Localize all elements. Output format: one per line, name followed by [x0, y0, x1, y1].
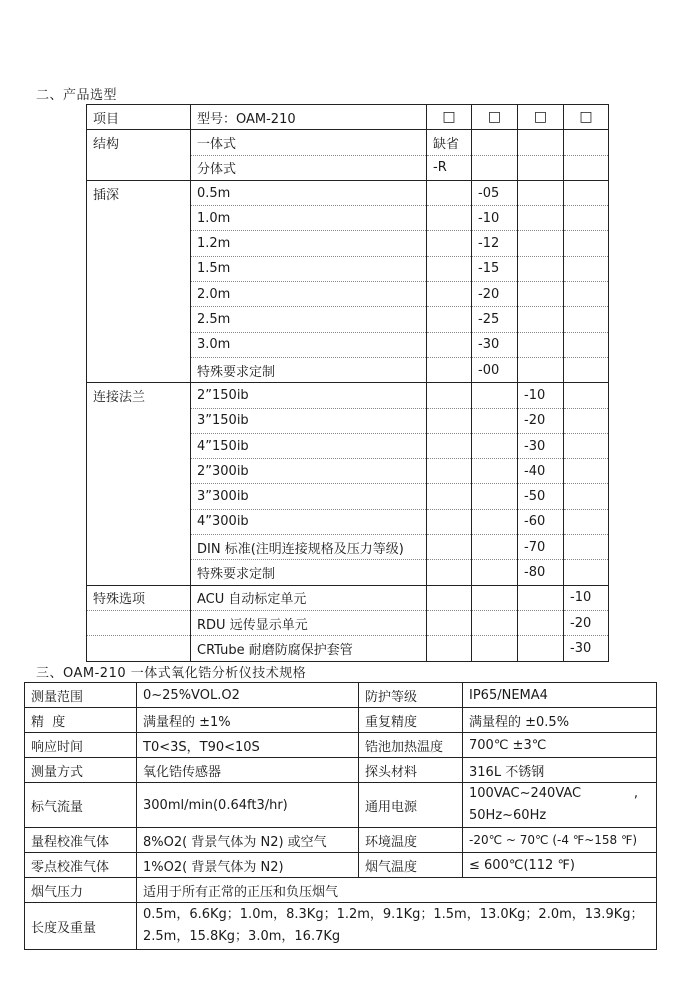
option-code: -30: [518, 433, 564, 458]
option-code: -30: [472, 332, 518, 357]
empty-cell: [564, 509, 609, 534]
empty-cell: [564, 130, 609, 155]
option-name: 1.2m: [191, 231, 427, 256]
option-name: 3.0m: [191, 332, 427, 357]
option-name: ACU 自动标定单元: [191, 585, 427, 610]
selection-row: [87, 332, 609, 357]
option-name: 特殊要求定制: [191, 357, 427, 382]
spec-label: 测量范围: [25, 683, 137, 708]
empty-cell: [518, 206, 564, 231]
option-name: 1.0m: [191, 206, 427, 231]
empty-cell: [472, 636, 518, 661]
empty-cell: [427, 231, 472, 256]
option-name: 一体式: [191, 130, 427, 155]
option-name: 2.0m: [191, 282, 427, 307]
selection-row: [87, 560, 609, 585]
category-label: [87, 535, 191, 560]
option-code: -80: [518, 560, 564, 585]
empty-cell: [564, 180, 609, 205]
spec-label: 探头材料: [359, 758, 463, 783]
option-code: -10: [564, 585, 609, 610]
empty-cell: [427, 180, 472, 205]
spec-value: 1%O2( 背景气体为 N2): [137, 853, 359, 878]
empty-cell: [518, 332, 564, 357]
option-checkbox: □: [427, 105, 472, 130]
spec-label: 烟气温度: [359, 853, 463, 878]
spec-row: [25, 853, 657, 878]
spec-row: [25, 708, 657, 733]
option-code: 缺省: [427, 130, 472, 155]
spec-label: 环境温度: [359, 828, 463, 853]
empty-cell: [427, 585, 472, 610]
empty-cell: [427, 459, 472, 484]
category-label: [87, 206, 191, 231]
empty-cell: [427, 610, 472, 635]
selection-row: [87, 180, 609, 205]
option-code: -30: [564, 636, 609, 661]
option-name: 1.5m: [191, 256, 427, 281]
spec-row: [25, 783, 657, 828]
option-checkbox: □: [518, 105, 564, 130]
selection-row: [87, 509, 609, 534]
option-name: CRTube 耐磨防腐保护套管: [191, 636, 427, 661]
spec-label: 零点校准气体: [25, 853, 137, 878]
selection-header-row: [87, 105, 609, 130]
empty-cell: [518, 610, 564, 635]
spec-label: 锆池加热温度: [359, 733, 463, 758]
empty-cell: [472, 383, 518, 408]
spec-value: 8%O2( 背景气体为 N2) 或空气: [137, 828, 359, 853]
category-label: 结构: [87, 130, 191, 155]
length-line-2: 2.5m，15.8Kg；3.0m，16.7Kg: [143, 929, 341, 944]
empty-cell: [472, 610, 518, 635]
spec-value: 316L 不锈钢: [463, 758, 657, 783]
spec-value: 0~25%VOL.O2: [137, 683, 359, 708]
empty-cell: [518, 357, 564, 382]
selection-row: [87, 383, 609, 408]
category-label: [87, 256, 191, 281]
selection-row: [87, 433, 609, 458]
spec-value: 满量程的 ±0.5%: [463, 708, 657, 733]
category-label: [87, 307, 191, 332]
category-label: 特殊选项: [87, 585, 191, 610]
empty-cell: [518, 256, 564, 281]
empty-cell: [472, 535, 518, 560]
spec-label: 响应时间: [25, 733, 137, 758]
section-heading-selection: 二、产品选型: [36, 88, 118, 103]
empty-cell: [427, 256, 472, 281]
spec-value: -20℃ ~ 70℃ (-4 ℉~158 ℉): [463, 828, 657, 853]
length-line-1: 0.5m，6.6Kg；1.0m，8.3Kg；1.2m，9.1Kg；1.5m，13.0Kg；2.0m，13.9Kg；: [143, 907, 644, 922]
empty-cell: [564, 307, 609, 332]
category-label: [87, 332, 191, 357]
spec-label: 烟气压力: [25, 878, 137, 903]
spec-label: 标气流量: [25, 783, 137, 828]
selection-row: [87, 256, 609, 281]
empty-cell: [472, 560, 518, 585]
option-code: -25: [472, 307, 518, 332]
option-code: -40: [518, 459, 564, 484]
category-label: [87, 433, 191, 458]
empty-cell: [472, 484, 518, 509]
spec-row: [25, 758, 657, 783]
empty-cell: [564, 282, 609, 307]
selection-row: [87, 610, 609, 635]
selection-row: [87, 636, 609, 661]
empty-cell: [518, 180, 564, 205]
option-code: -12: [472, 231, 518, 256]
empty-cell: [564, 560, 609, 585]
empty-cell: [427, 408, 472, 433]
empty-cell: [427, 307, 472, 332]
spec-row: [25, 733, 657, 758]
empty-cell: [564, 256, 609, 281]
option-name: 2”300ib: [191, 459, 427, 484]
category-label: [87, 459, 191, 484]
spec-row: [25, 878, 657, 903]
selection-row: [87, 484, 609, 509]
empty-cell: [564, 408, 609, 433]
option-name: 4”150ib: [191, 433, 427, 458]
option-code: -20: [518, 408, 564, 433]
spec-row: [25, 683, 657, 708]
option-checkbox: □: [564, 105, 609, 130]
spec-value: ≤ 600℃(112 ℉): [463, 853, 657, 878]
empty-cell: [427, 433, 472, 458]
selection-row: [87, 585, 609, 610]
selection-row: [87, 307, 609, 332]
category-label: [87, 610, 191, 635]
empty-cell: [564, 155, 609, 180]
option-code: -10: [518, 383, 564, 408]
empty-cell: [427, 560, 472, 585]
option-name: RDU 远传显示单元: [191, 610, 427, 635]
empty-cell: [427, 484, 472, 509]
spec-label: 长度及重量: [25, 903, 137, 950]
section-heading-specs: 三、OAM-210 一体式氧化锆分析仪技术规格: [36, 666, 307, 681]
spec-value: 满量程的 ±1%: [137, 708, 359, 733]
selection-row: [87, 459, 609, 484]
category-label: [87, 357, 191, 382]
spec-row: [25, 828, 657, 853]
spec-value: 300ml/min(0.64ft3/hr): [137, 783, 359, 828]
spec-label: 通用电源: [359, 783, 463, 828]
spec-label: 测量方式: [25, 758, 137, 783]
option-code: -15: [472, 256, 518, 281]
empty-cell: [472, 459, 518, 484]
spec-label: 量程校准气体: [25, 828, 137, 853]
header-item: 项目: [87, 105, 191, 130]
option-code: -50: [518, 484, 564, 509]
selection-row: [87, 357, 609, 382]
option-name: 3”150ib: [191, 408, 427, 433]
selection-row: [87, 282, 609, 307]
category-label: [87, 636, 191, 661]
empty-cell: [427, 535, 472, 560]
selection-row: [87, 130, 609, 155]
option-name: 2”150ib: [191, 383, 427, 408]
category-label: 插深: [87, 180, 191, 205]
empty-cell: [472, 509, 518, 534]
empty-cell: [472, 433, 518, 458]
empty-cell: [564, 231, 609, 256]
option-name: 0.5m: [191, 180, 427, 205]
spec-value: 700℃ ±3℃: [463, 733, 657, 758]
empty-cell: [564, 459, 609, 484]
power-comma: ,: [633, 786, 638, 801]
category-label: [87, 282, 191, 307]
category-label: [87, 408, 191, 433]
category-label: [87, 560, 191, 585]
empty-cell: [427, 383, 472, 408]
option-code: -05: [472, 180, 518, 205]
empty-cell: [518, 155, 564, 180]
empty-cell: [564, 332, 609, 357]
option-code: -70: [518, 535, 564, 560]
empty-cell: [518, 130, 564, 155]
spec-value-power: [463, 783, 657, 828]
option-name: 3”300ib: [191, 484, 427, 509]
power-frequency: 50Hz~60Hz: [469, 808, 547, 823]
option-code: -20: [472, 282, 518, 307]
empty-cell: [564, 484, 609, 509]
empty-cell: [427, 332, 472, 357]
tech-spec-table: [24, 682, 657, 950]
spec-value: 氧化锆传感器: [137, 758, 359, 783]
selection-row: [87, 231, 609, 256]
category-label: [87, 484, 191, 509]
option-name: DIN 标准(注明连接规格及压力等级): [191, 535, 427, 560]
empty-cell: [564, 206, 609, 231]
power-voltage: 100VAC~240VAC: [469, 786, 582, 801]
product-selection-table: [86, 104, 609, 662]
spec-label: 防护等级: [359, 683, 463, 708]
selection-row: [87, 408, 609, 433]
empty-cell: [427, 636, 472, 661]
option-name: 分体式: [191, 155, 427, 180]
empty-cell: [518, 636, 564, 661]
spec-value: IP65/NEMA4: [463, 683, 657, 708]
empty-cell: [472, 408, 518, 433]
selection-row: [87, 206, 609, 231]
spec-value: T0<3S，T90<10S: [137, 733, 359, 758]
empty-cell: [564, 535, 609, 560]
empty-cell: [427, 206, 472, 231]
category-label: 连接法兰: [87, 383, 191, 408]
empty-cell: [518, 282, 564, 307]
option-name: 特殊要求定制: [191, 560, 427, 585]
option-code: -10: [472, 206, 518, 231]
selection-row: [87, 155, 609, 180]
empty-cell: [472, 130, 518, 155]
empty-cell: [427, 357, 472, 382]
option-code: -60: [518, 509, 564, 534]
option-code: -20: [564, 610, 609, 635]
selection-row: [87, 535, 609, 560]
option-name: 4”300ib: [191, 509, 427, 534]
spec-row: [25, 903, 657, 950]
empty-cell: [518, 307, 564, 332]
header-model: 型号：OAM-210: [191, 105, 427, 130]
empty-cell: [518, 231, 564, 256]
option-name: 2.5m: [191, 307, 427, 332]
empty-cell: [427, 282, 472, 307]
empty-cell: [472, 155, 518, 180]
spec-value: 适用于所有正常的正压和负压烟气: [137, 878, 657, 903]
spec-value-length: [137, 903, 657, 950]
spec-label: 精 度: [25, 708, 137, 733]
empty-cell: [427, 509, 472, 534]
empty-cell: [518, 585, 564, 610]
empty-cell: [564, 383, 609, 408]
spec-label: 重复精度: [359, 708, 463, 733]
category-label: [87, 231, 191, 256]
category-label: [87, 509, 191, 534]
option-code: -00: [472, 357, 518, 382]
empty-cell: [564, 357, 609, 382]
option-code: -R: [427, 155, 472, 180]
option-checkbox: □: [472, 105, 518, 130]
category-label: [87, 155, 191, 180]
empty-cell: [564, 433, 609, 458]
empty-cell: [472, 585, 518, 610]
